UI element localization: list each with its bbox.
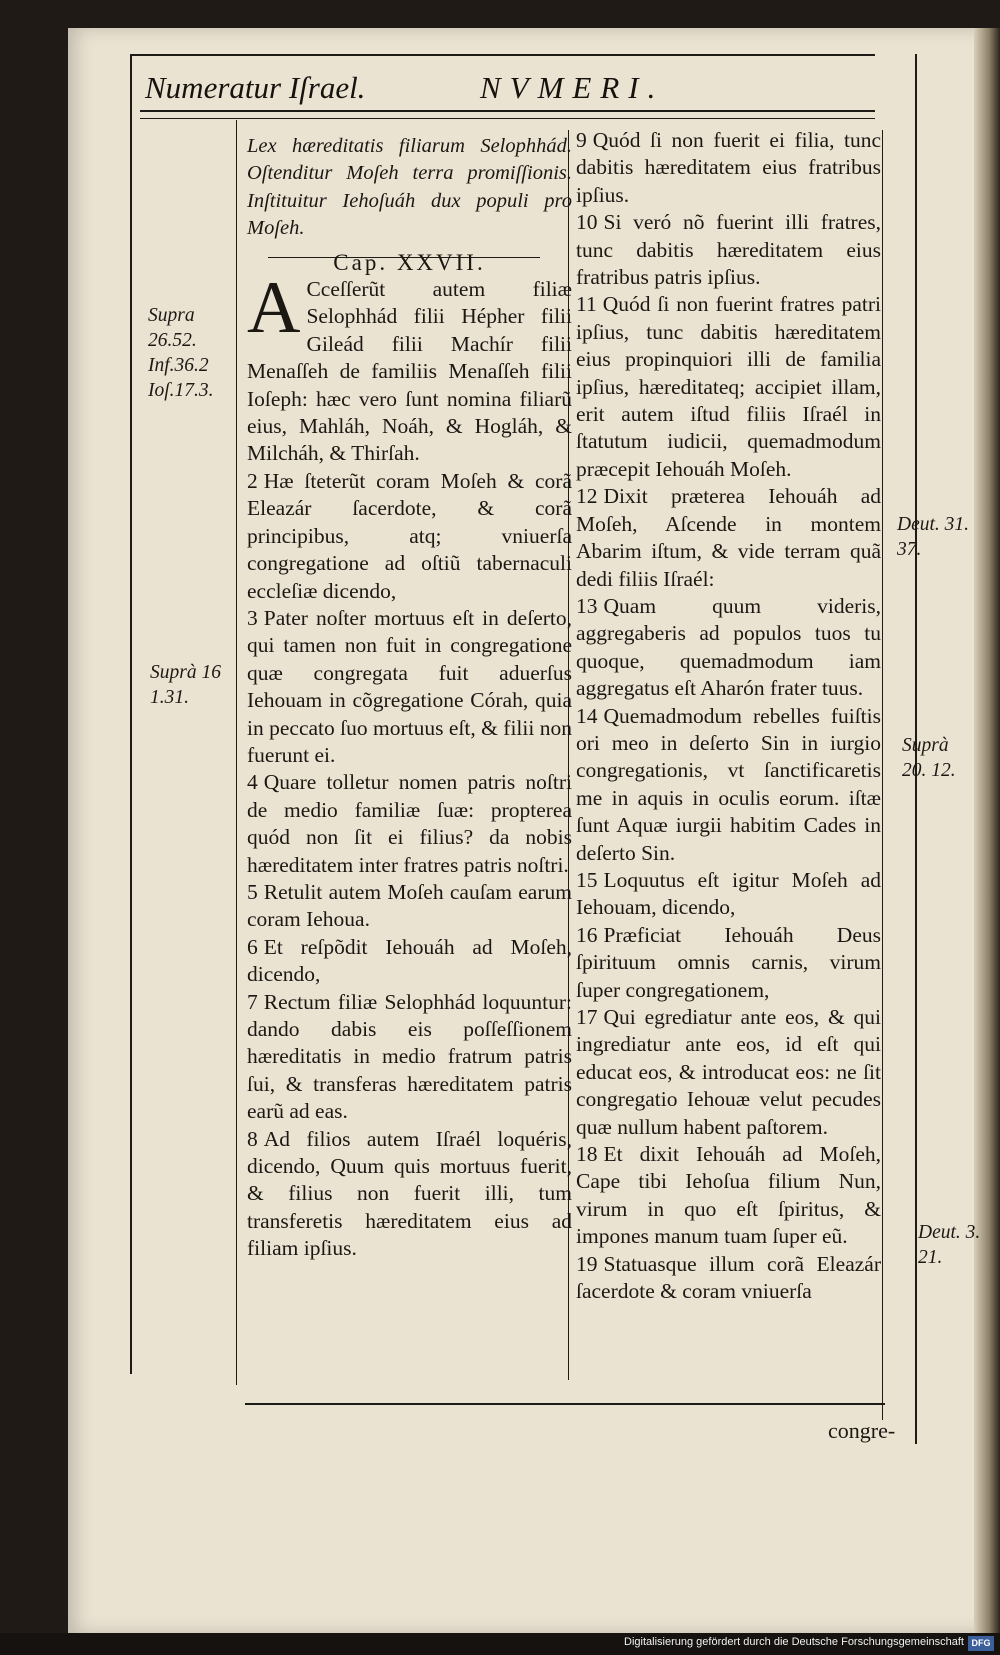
- verse-text: Quód ſi non fuerint fratres patri ipſius, tunc dabitis hæreditatem eius propinquiori illi de familia ipſius, hæreditateq; accipiet illam, erit autem iſtud filiis Iſraél in ſtatutum iudicii, quemadmodum præcepit Iehouáh Moſeh.: [576, 292, 881, 481]
- verse-19: [576, 1251, 881, 1306]
- book-title: NVMERI.: [480, 70, 665, 105]
- verse-3: [247, 605, 572, 769]
- verse-text: Quam quum videris, aggregaberis ad populos tuos tu quoque, quemadmodum iam aggregatus eſt Aharón frater tuus.: [576, 593, 881, 701]
- page-header: [145, 64, 885, 114]
- header-rule: [140, 110, 875, 112]
- verse-text: Cceſſerũt autem filiæ Selophhád filii Hépher filii Gileád filii Machír filii Menaſſeh de familiis Menaſſeh filii Ioſeph: hæc vero ſunt nomina filiarũ eius, Mahláh, Noáh, & Hogláh, & Milcháh, & Thirſah.: [247, 277, 572, 466]
- verse-number: 17: [576, 1005, 598, 1029]
- verse-9: [576, 127, 881, 209]
- left-column: [247, 133, 572, 1263]
- funding-credit: Digitalisierung gefördert durch die Deutsche Forschungsgemeinschaft: [624, 1636, 964, 1648]
- verse-17: [576, 1004, 881, 1141]
- verse-text: Retulit autem Moſeh cauſam earum coram Iehoua.: [247, 879, 572, 932]
- right-column: [576, 127, 881, 1305]
- left-margin-rule: [236, 120, 237, 1385]
- verse-18: [576, 1141, 881, 1251]
- verse-text: Quemadmodum rebelles fuiſtis ori meo in deſerto Sin in iurgio congregationis, vt ſanctificaretis me in aquis in oculis eorum. iſtæ ſunt Aquæ iurgii habitim Cades in deſerto Sin.: [576, 703, 881, 865]
- verse-4: [247, 769, 572, 879]
- verse-7: [247, 989, 572, 1126]
- verse-number: 18: [576, 1142, 598, 1167]
- verse-5: [247, 879, 572, 934]
- margin-note-right-2: Suprà 20. 12.: [902, 735, 956, 781]
- verse-10: [576, 209, 881, 291]
- verse-text: Quare tolletur nomen patris noſtri de medio familiæ ſuæ: propterea quód non ſit ei filius? da nobis hæreditatem inter fratres patris noſtri.: [247, 770, 572, 877]
- verse-number: 15: [576, 867, 598, 892]
- right-margin-rule: [882, 130, 883, 1420]
- drop-cap: A: [247, 267, 301, 350]
- verse-number: 14: [576, 703, 598, 728]
- verse-text: Præficiat Iehouáh Deus ſpirituum omnis carnis, virum ſuper congregationem,: [576, 922, 881, 1002]
- dfg-logo: DFG: [968, 1636, 994, 1651]
- verse-number: 2: [247, 468, 258, 493]
- chapter-title: Cap. XXVII.: [333, 249, 486, 275]
- verse-8: [247, 1126, 572, 1263]
- verse-text: Rectum filiæ Selophhád loquuntur: dando dabis eis poſſeſſionem hæreditatis in medio fratrum patris ſui, & transferas hæreditatem patris earũ ad eas.: [247, 989, 572, 1124]
- frame-left-rule: [130, 54, 132, 1374]
- verse-12: [576, 483, 881, 593]
- running-head: Numeratur Iſrael.: [145, 70, 366, 105]
- verse-number: 3: [247, 605, 258, 630]
- verse-number: 7: [247, 989, 258, 1014]
- verse-11: [576, 291, 881, 483]
- frame-top-rule: [130, 54, 875, 56]
- bottom-rule: [245, 1403, 885, 1405]
- verse-number: 12: [576, 484, 598, 509]
- verse-16: [576, 922, 881, 1004]
- verse-6: [247, 934, 572, 989]
- verse-text: Loquutus eſt igitur Moſeh ad Iehouam, dicendo,: [576, 867, 881, 920]
- verse-number: 5: [247, 879, 258, 904]
- catchword: congre-: [828, 1418, 896, 1443]
- verse-13: [576, 593, 881, 703]
- verse-number: 8: [247, 1126, 258, 1151]
- verse-1: [247, 267, 572, 468]
- verse-number: 9: [576, 128, 587, 152]
- verse-text: Pater noſter mortuus eſt in deſerto, qui tamen non fuit in congregatione quæ congregata fuit aduerſus Iehouam in cõgregatione Córah, quia in peccato ſuo mortuus eſt, & filii non fuerunt ei.: [247, 605, 572, 767]
- footer-bar: [0, 1633, 1000, 1655]
- verse-text: Quód ſi non fuerit ei filia, tunc dabitis hæreditatem eius fratribus ipſius.: [576, 128, 881, 207]
- verse-2: [247, 468, 572, 605]
- verse-number: 10: [576, 210, 598, 235]
- verse-text: Hæ ſteterũt coram Moſeh & corã Eleazár ſacerdote, & corã principibus, atq; vniuerſa congregatione ad oſtiũ tabernaculi eccleſiæ dicendo,: [247, 468, 572, 603]
- verse-text: Et reſpõdit Iehouáh ad Moſeh, dicendo,: [247, 934, 572, 987]
- margin-note-left-2: Suprà 16 1.31.: [150, 662, 221, 708]
- verse-text: Statuasque illum corã Eleazár ſacerdote & coram vniuerſa: [576, 1251, 881, 1304]
- header-rule-thin: [140, 118, 875, 119]
- verse-text: Si veró nõ fuerint illi fratres, tunc dabitis hæreditatem eius fratribus patris ipſius.: [576, 210, 881, 290]
- verse-text: Qui egrediatur ante eos, & qui ingrediatur ante eos, id eſt qui educat eos, & introducat eos: ne ſit congregatio Iehouæ velut pecudes quæ nullum habent paſtorem.: [576, 1005, 881, 1139]
- verse-15: [576, 867, 881, 922]
- verse-number: 6: [247, 934, 258, 959]
- verse-number: 19: [576, 1251, 598, 1276]
- margin-note-left-1: Supra 26.52. Inf.36.2 Ioſ.17.3.: [148, 305, 214, 401]
- verse-number: 11: [576, 292, 597, 317]
- verse-14: [576, 703, 881, 867]
- verse-text: Dixit præterea Iehouáh ad Moſeh, Aſcende in montem Abarim iſtum, & vide terram quã dedi filiis Iſraél:: [576, 484, 881, 591]
- verse-number: 13: [576, 593, 598, 618]
- margin-note-right-1: Deut. 31. 37.: [897, 514, 970, 560]
- verse-number: 16: [576, 922, 598, 947]
- verse-number: 4: [247, 770, 258, 795]
- page-edge: [974, 28, 1000, 1633]
- verse-text: Ad filios autem Iſraél loquéris, dicendo, Quum quis mortuus fuerit, & filius non fuerit illi, tum transferetis hæreditatem eius ad filiam ipſius.: [247, 1126, 572, 1261]
- margin-note-right-3: Deut. 3. 21.: [918, 1222, 981, 1268]
- verse-text: Et dixit Iehouáh ad Moſeh, Cape tibi Iehoſua filium Nun, virum in quo eſt ſpiritus, & impones manum tuam ſuper eũ.: [576, 1142, 881, 1249]
- chapter-summary: Lex hæreditatis filiarum Selophhád. Oſtenditur Moſeh terra promiſſionis. Inſtituitur Iehoſuáh dux populi pro Moſeh.: [247, 135, 572, 240]
